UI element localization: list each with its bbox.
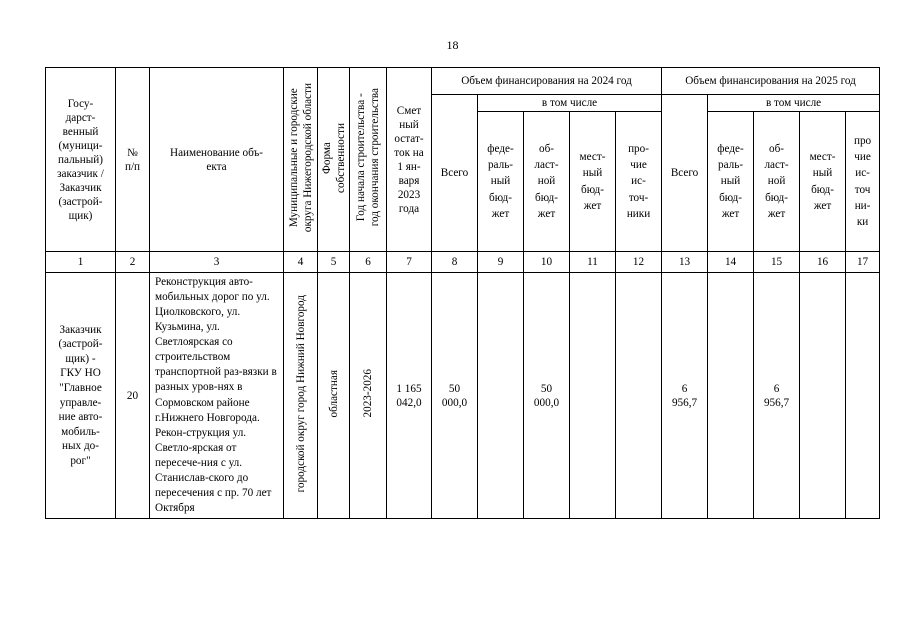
header-total-2025: Всего [662,95,708,252]
row-federal-2025 [708,273,754,519]
row-ownership: областная [318,273,350,519]
row-estimate: 1 165 042,0 [387,273,432,519]
row-federal-2024 [478,273,524,519]
header-funding-2025: Объем финансирования на 2025 год [662,68,880,95]
column-number: 5 [318,252,350,273]
header-regional-2025: об- ласт- ной бюд- жет [754,112,800,252]
column-number: 14 [708,252,754,273]
row-other-2025 [846,273,880,519]
column-number: 6 [350,252,387,273]
header-federal-2024: феде- раль- ный бюд- жет [478,112,524,252]
header-municipality: Муниципальные и городские округа Нижегородской области [284,68,318,252]
row-regional-2025: 6 956,7 [754,273,800,519]
row-num: 20 [116,273,150,519]
page-number: 18 [446,38,459,52]
column-number: 8 [432,252,478,273]
header-name: Наименование объ- екта [150,68,284,252]
row-customer: Заказчик (застрой- щик) - ГКУ НО "Главное управле- ние авто- мобиль- ных до- рог" [46,273,116,519]
financing-table [45,67,880,519]
header-local-2025: мест- ный бюд- жет [800,112,846,252]
header-local-2024: мест- ный бюд- жет [570,112,616,252]
column-number: 11 [570,252,616,273]
header-num: № п/п [116,68,150,252]
header-estimate: Смет ный остат- ток на 1 ян- варя 2023 года [387,68,432,252]
row-total-2025: 6 956,7 [662,273,708,519]
column-number: 9 [478,252,524,273]
column-number: 17 [846,252,880,273]
column-number: 13 [662,252,708,273]
column-number: 3 [150,252,284,273]
header-other-2025: про чие ис- точ ни- ки [846,112,880,252]
header-including-2025: в том числе [708,95,880,112]
row-total-2024: 50 000,0 [432,273,478,519]
header-other-2024: про- чие ис- точ- ники [616,112,662,252]
row-other-2024 [616,273,662,519]
header-federal-2025: феде- раль- ный бюд- жет [708,112,754,252]
header-including-2024: в том числе [478,95,662,112]
row-local-2024 [570,273,616,519]
column-number: 2 [116,252,150,273]
row-years: 2023-2026 [350,273,387,519]
header-funding-2024: Объем финансирования на 2024 год [432,68,662,95]
row-regional-2024: 50 000,0 [524,273,570,519]
column-number: 7 [387,252,432,273]
row-name: Реконструкция авто-мобильных дорог по ул. Циолковского, ул. Кузьмина, ул. Светлоярская со строительством транспортной раз-вязки в разных уров-нях в Сормовском районе г.Нижнего Новгорода. Рекон-струкция ул. Светло-ярская от пересече-ния с ул. Станислав-ского до пересечения с пр. 70 лет Октября [150,273,284,519]
header-customer: Госу- дарст- венный (муници- пальный) заказчик / Заказчик (застрой- щик) [46,68,116,252]
header-ownership: Форма собственности [318,68,350,252]
row-local-2025 [800,273,846,519]
column-number: 4 [284,252,318,273]
column-number: 12 [616,252,662,273]
row-municipality: городской округ город Нижний Новгород [284,273,318,519]
table-row [46,273,880,519]
column-number: 16 [800,252,846,273]
header-regional-2024: об- ласт- ной бюд- жет [524,112,570,252]
column-number: 1 [46,252,116,273]
header-total-2024: Всего [432,95,478,252]
column-number: 10 [524,252,570,273]
header-years: Год начала строительства - год окончания строительства [350,68,387,252]
column-number: 15 [754,252,800,273]
